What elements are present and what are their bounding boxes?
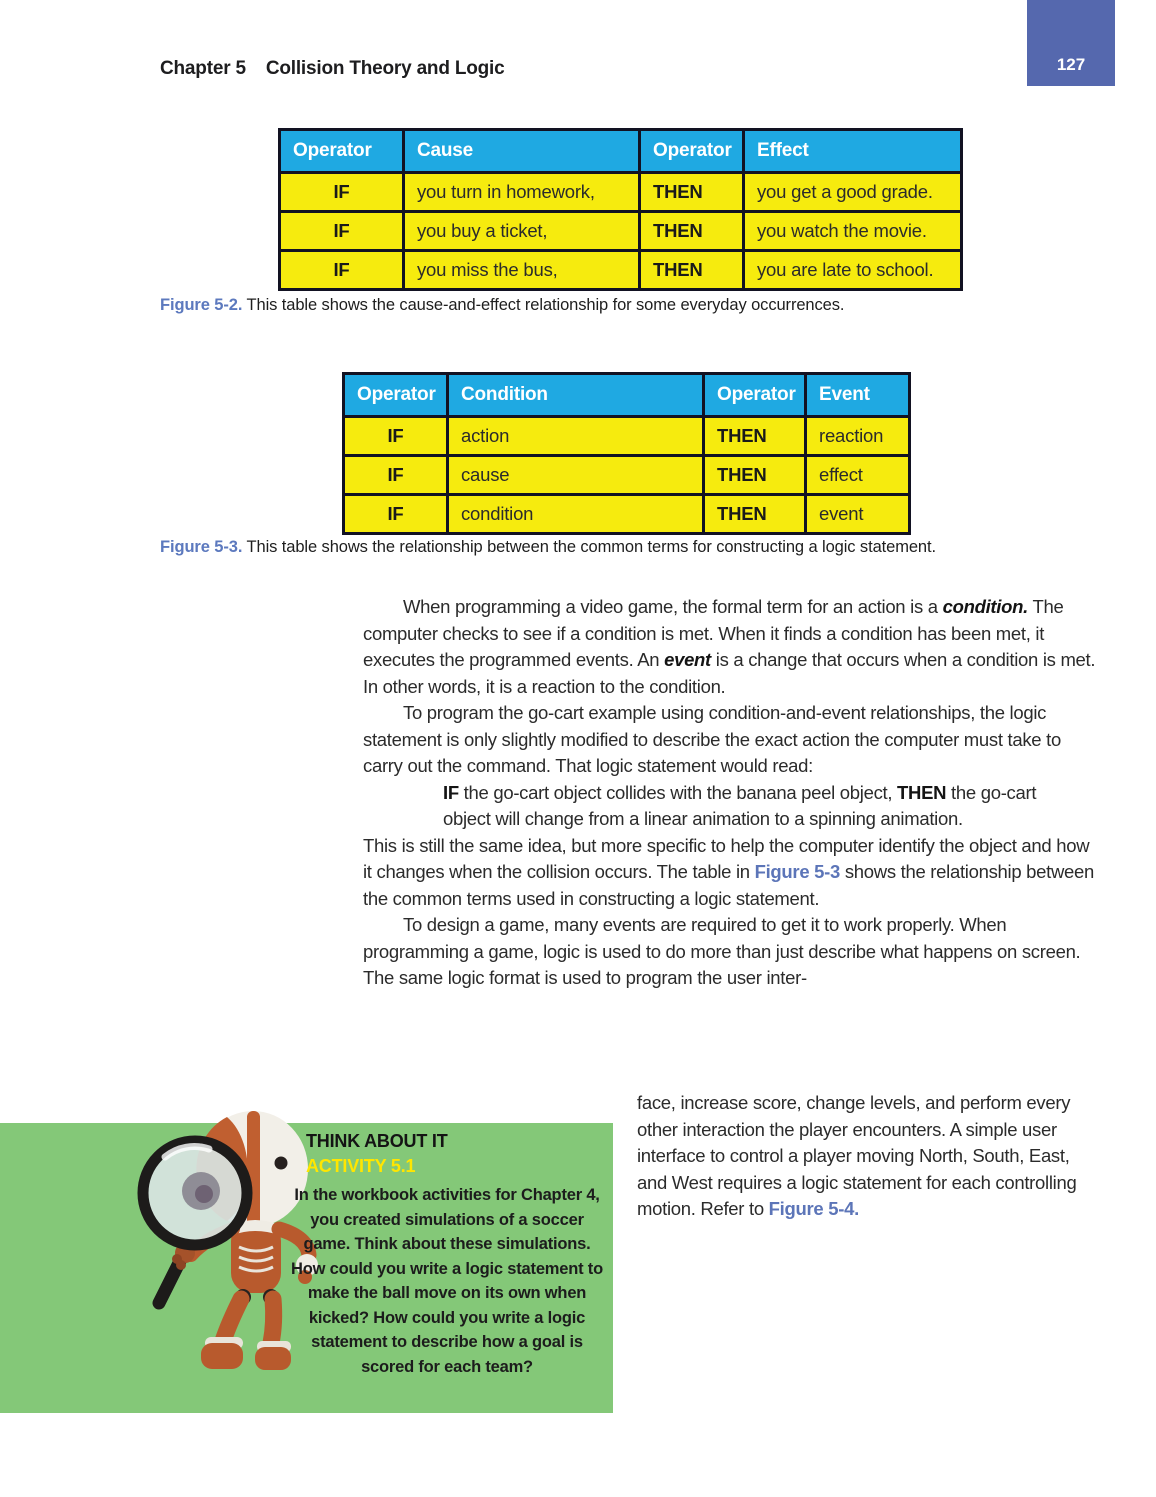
text-segment: THEN xyxy=(897,781,947,803)
paragraph-same-idea xyxy=(363,833,1096,913)
column-header: Operator xyxy=(344,374,448,417)
think-box-activity-label: ACTIVITY 5.1 xyxy=(306,1156,416,1176)
paragraph-design-game-right xyxy=(637,1090,1096,1223)
paragraph-condition-definition xyxy=(363,594,1096,700)
figure-5-2-caption xyxy=(160,296,1080,315)
table-cell: IF xyxy=(344,417,448,456)
body-text-wrap-column xyxy=(637,1090,1096,1223)
table-row xyxy=(280,173,962,212)
table-cell: effect xyxy=(806,456,910,495)
think-box-text: In the workbook activities for Chapter 4, you created simulations of a soccer game. Think about these simulations. How could you write a logic statement to make the ball move on its own when kicked? How could you write a logic statement to describe how a goal is scored for each team? xyxy=(291,1186,603,1376)
table-cell: IF xyxy=(280,251,404,290)
figure-reference: Figure 5-4. xyxy=(768,1198,859,1219)
robot-left-leg xyxy=(223,1299,241,1341)
paragraph-design-game-left xyxy=(363,912,1096,992)
text-segment: IF xyxy=(443,781,459,803)
table-cell: cause xyxy=(448,456,704,495)
table-cell: IF xyxy=(344,495,448,534)
table-cell: you get a good grade. xyxy=(744,173,962,212)
table-cell: THEN xyxy=(704,495,806,534)
column-header: Event xyxy=(806,374,910,417)
table-header-row xyxy=(280,130,962,173)
table-cell: THEN xyxy=(704,456,806,495)
chapter-title: Collision Theory and Logic xyxy=(265,58,505,79)
chapter-label: Chapter 5 xyxy=(160,58,246,79)
table-cell: you buy a ticket, xyxy=(404,212,640,251)
table-row xyxy=(344,495,910,534)
table-cell: THEN xyxy=(640,173,744,212)
table-row xyxy=(344,456,910,495)
table-cell: IF xyxy=(280,212,404,251)
page-number-box xyxy=(1027,0,1115,86)
column-header: Operator xyxy=(704,374,806,417)
text-segment: To program the go-cart example using condition-and-event relationships, the logic statement is only slightly modified to describe the exact action the computer must take to carry out the command. That logic statement would read: xyxy=(363,702,1061,776)
table-cell: THEN xyxy=(640,212,744,251)
table-cell: THEN xyxy=(704,417,806,456)
table-cell: reaction xyxy=(806,417,910,456)
column-header: Condition xyxy=(448,374,704,417)
running-head xyxy=(160,58,505,80)
text-segment: the go-cart object will change from a linear animation to a spinning animation. xyxy=(443,781,1037,829)
paragraph-go-cart xyxy=(363,700,1096,780)
table-header-row xyxy=(344,374,910,417)
table-row xyxy=(280,251,962,290)
column-header: Cause xyxy=(404,130,640,173)
figure-reference: Figure 5-3 xyxy=(754,861,841,882)
table-cell: THEN xyxy=(640,251,744,290)
column-header: Operator xyxy=(280,130,404,173)
logic-statement-quote xyxy=(443,780,1070,833)
table-cell: IF xyxy=(344,456,448,495)
table-cell: event xyxy=(806,495,910,534)
text-segment: is a change that occurs when a condition is met. In other words, it is a reaction to the condition. xyxy=(363,649,1096,697)
figure-5-3-caption-text: This table shows the relationship between the common terms for constructing a logic statement. xyxy=(246,538,936,556)
figure-5-2-caption-text: This table shows the cause-and-effect relationship for some everyday occurrences. xyxy=(246,296,845,314)
table-cell: action xyxy=(448,417,704,456)
figure-5-2-caption-label: Figure 5-2. xyxy=(160,296,243,314)
think-box-heading: THINK ABOUT IT xyxy=(306,1131,448,1151)
text-segment: This is still the same idea, but more specific to help the computer identify the object and how it changes when the collision occurs. The table in xyxy=(363,834,1090,882)
column-header: Operator xyxy=(640,130,744,173)
table-cell: you miss the bus, xyxy=(404,251,640,290)
text-segment: To design a game, many events are required to get it to work properly. When programming a game, logic is used to do more than just describe what happens on screen. The same logic format is used to program the user inter- xyxy=(363,914,1081,988)
table-cell: IF xyxy=(280,173,404,212)
table-cell: you watch the movie. xyxy=(744,212,962,251)
figure-5-2-table xyxy=(278,128,963,291)
text-segment: When programming a video game, the formal term for an action is a xyxy=(403,596,943,617)
think-about-it-box xyxy=(0,1123,613,1413)
text-segment: event xyxy=(664,649,711,670)
text-segment: face, increase score, change levels, and perform every other interaction the player encounters. A simple user interface to control a player moving North, South, East, and West requires a logic statement for each controlling motion. Refer to xyxy=(637,1092,1077,1219)
table-cell: you turn in homework, xyxy=(404,173,640,212)
figure-5-3-table xyxy=(342,372,911,535)
text-segment: condition. xyxy=(942,596,1028,617)
table-cell: condition xyxy=(448,495,704,534)
text-segment: shows the relationship between the common terms used in constructing a logic statement. xyxy=(363,861,1094,909)
text-segment: the go-cart object collides with the banana peel object, xyxy=(458,781,898,803)
table-row xyxy=(344,417,910,456)
robot-left-boot xyxy=(201,1343,243,1369)
body-text-column xyxy=(363,594,1096,992)
column-header: Effect xyxy=(744,130,962,173)
table-cell: you are late to school. xyxy=(744,251,962,290)
robot-right-leg xyxy=(271,1299,274,1343)
think-box-content xyxy=(286,1131,608,1379)
table-row xyxy=(280,212,962,251)
page-number: 127 xyxy=(1056,55,1086,74)
text-segment: The computer checks to see if a condition is met. When it finds a condition has been met, it executes the programmed events. An xyxy=(363,596,1064,670)
figure-5-3-caption xyxy=(160,538,1120,557)
figure-5-3-caption-label: Figure 5-3. xyxy=(160,538,243,556)
